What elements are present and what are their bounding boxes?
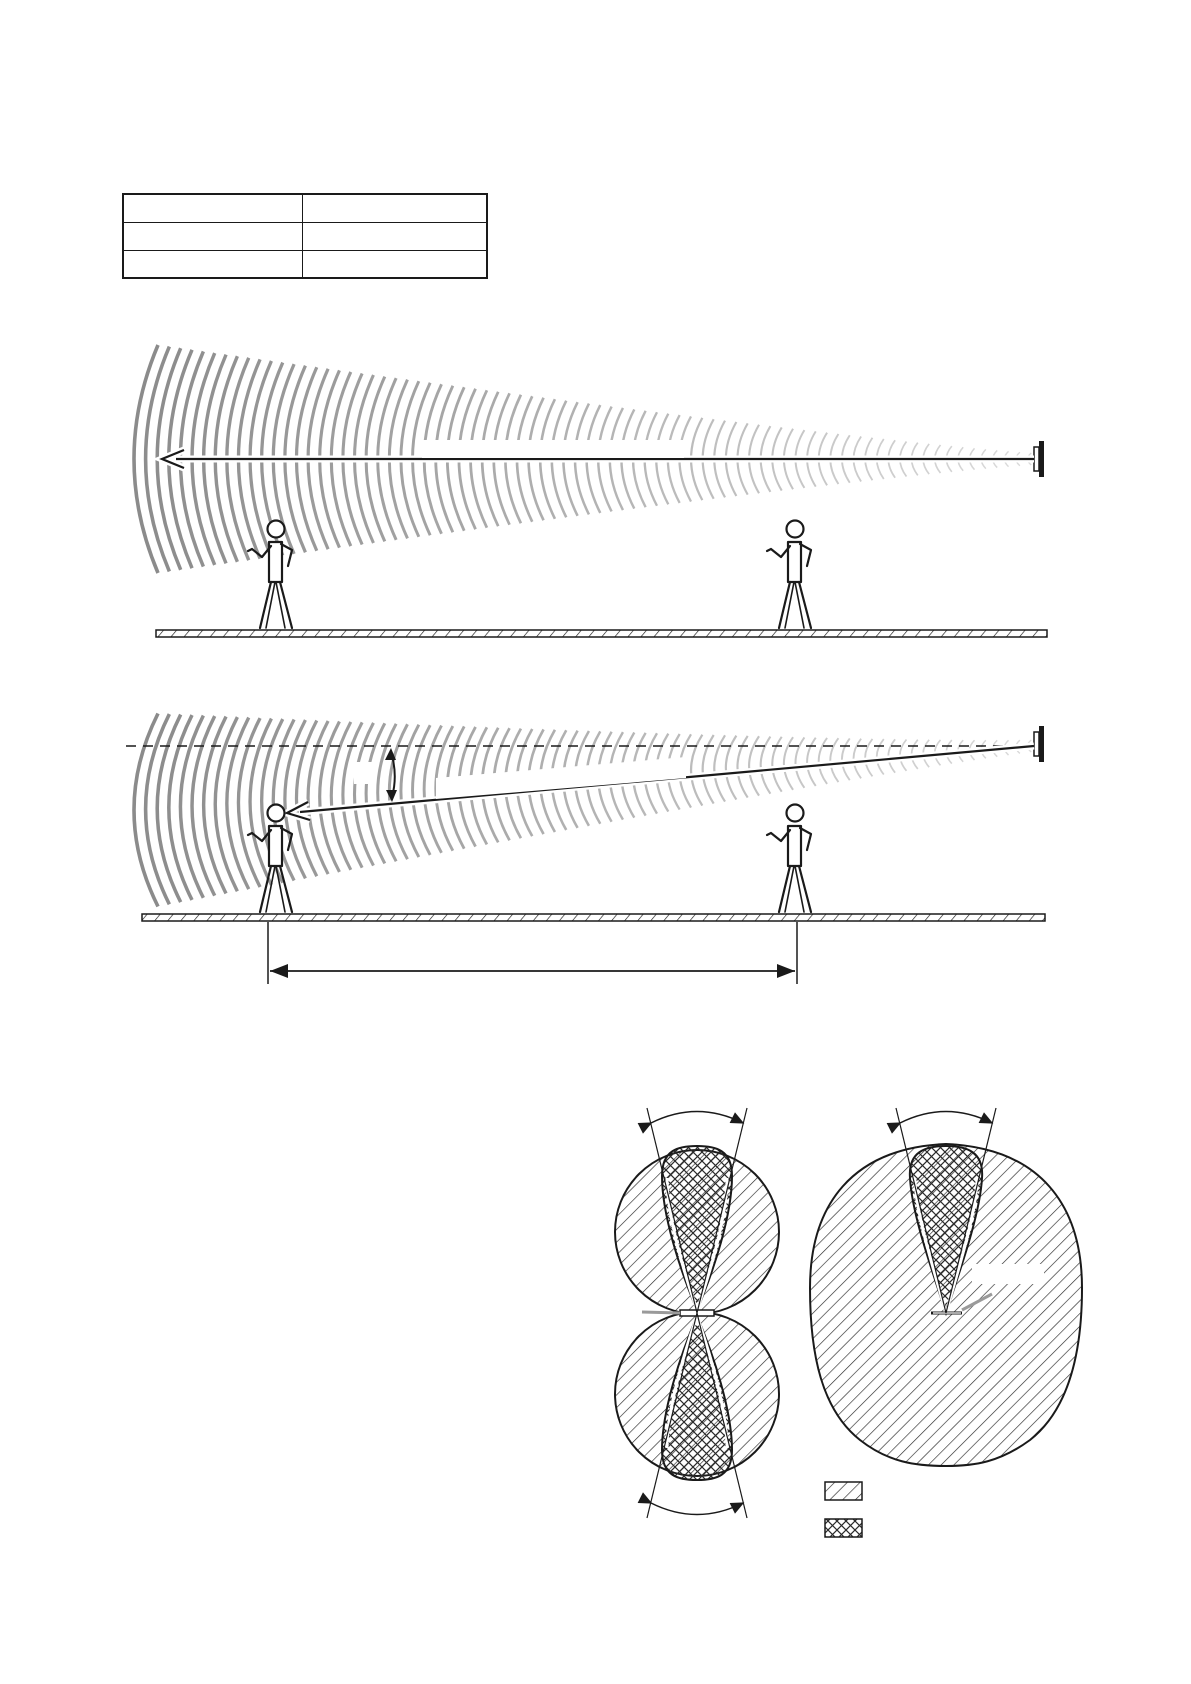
sound-wave-arc bbox=[331, 722, 350, 870]
sound-wave-arc bbox=[401, 725, 419, 857]
sound-wave-arc bbox=[366, 723, 385, 863]
person-icon bbox=[767, 521, 811, 629]
angle-label-box bbox=[354, 762, 374, 784]
sound-wave-arc bbox=[726, 736, 736, 800]
callout-box bbox=[972, 1264, 1044, 1284]
sound-wave-arc bbox=[830, 738, 838, 782]
middle-distance-arrow bbox=[287, 746, 1034, 820]
sound-wave-arc bbox=[761, 737, 771, 794]
floor-top bbox=[156, 630, 1047, 637]
sound-wave-arc bbox=[343, 722, 362, 867]
sound-wave-arc bbox=[807, 738, 816, 786]
top-label-box bbox=[422, 440, 684, 458]
sound-wave-arc bbox=[737, 736, 747, 798]
sound-wave-arc bbox=[413, 725, 431, 855]
sound-wave-arc bbox=[320, 721, 340, 871]
floor-middle bbox=[142, 914, 1045, 921]
person-icon bbox=[767, 805, 811, 913]
sound-wave-arc bbox=[795, 737, 804, 787]
legend-swatch-cross-hatch bbox=[825, 1519, 862, 1537]
sound-wave-arc bbox=[772, 737, 781, 792]
wide-pattern bbox=[810, 1108, 1082, 1466]
legend bbox=[825, 1482, 862, 1537]
figure-eight-pattern bbox=[615, 1108, 779, 1518]
sound-wave-arc bbox=[354, 723, 373, 866]
sound-wave-arc bbox=[819, 738, 827, 784]
sound-wave-arc bbox=[784, 737, 793, 790]
legend-swatch-single-hatch bbox=[825, 1482, 862, 1500]
speaker-top bbox=[1034, 441, 1044, 477]
person-icon bbox=[248, 521, 292, 629]
speaker-middle bbox=[1034, 726, 1044, 762]
sound-wave-arc bbox=[749, 736, 759, 795]
dimension-line bbox=[268, 922, 797, 984]
sound-wave-arc bbox=[308, 721, 328, 874]
